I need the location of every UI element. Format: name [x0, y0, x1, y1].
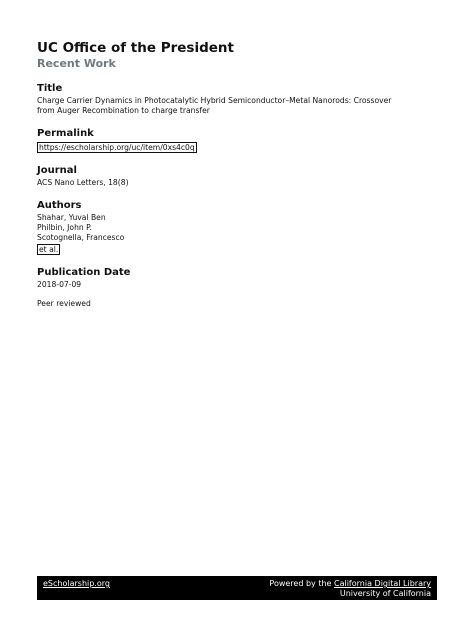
escholarship-link[interactable]: eScholarship.org	[43, 579, 110, 588]
authors-list	[37, 213, 437, 255]
powered-by-text: Powered by the	[269, 579, 332, 588]
document-body	[37, 40, 437, 309]
article-title	[37, 96, 437, 116]
article-title-line-1: Charge Carrier Dynamics in Photocatalytic Hybrid Semiconductor–Metal Nanorods: Crossover	[37, 96, 392, 105]
permalink-label: Permalink	[37, 128, 94, 139]
author-2: Philbin, John P.	[37, 223, 92, 232]
title-label: Title	[37, 83, 63, 94]
more-authors-link[interactable]: et al.	[39, 245, 59, 254]
journal-value: ACS Nano Letters, 18(8)	[37, 178, 129, 187]
footer-bar	[37, 576, 437, 600]
journal-label: Journal	[37, 165, 77, 176]
cdl-link[interactable]: California Digital Library	[334, 579, 431, 588]
university-name: University of California	[339, 589, 431, 598]
publication-date-value: 2018-07-09	[37, 280, 82, 289]
series-name: Recent Work	[37, 57, 116, 70]
author-1: Shahar, Yuval Ben	[37, 213, 106, 222]
author-3: Scotognella, Francesco	[37, 233, 125, 242]
organization-name: UC Office of the President	[37, 40, 234, 56]
footer-credits	[269, 579, 431, 599]
article-title-line-2: from Auger Recombination to charge transfer	[37, 106, 210, 115]
permalink-link[interactable]: https://escholarship.org/uc/item/0xs4c0q	[39, 143, 195, 152]
authors-label: Authors	[37, 200, 82, 211]
review-status: Peer reviewed	[37, 299, 91, 308]
publication-date-label: Publication Date	[37, 267, 131, 278]
